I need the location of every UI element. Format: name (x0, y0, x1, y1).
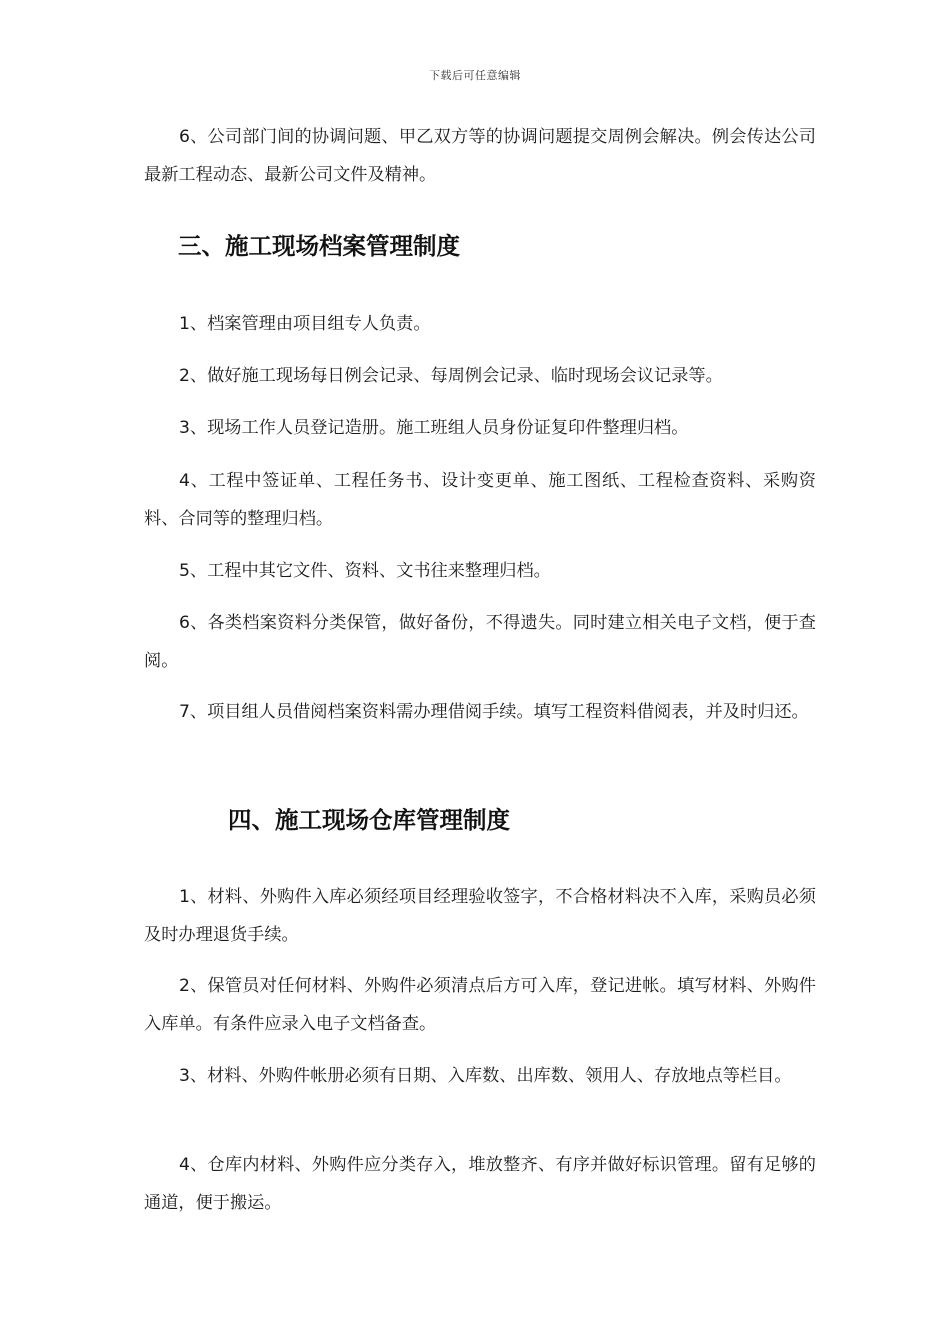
section4-heading: 四、施工现场仓库管理制度 (228, 806, 510, 834)
paragraph-section3-item3: 3、现场工作人员登记造册。施工班组人员身份证复印件整理归档。 (179, 418, 689, 438)
paragraph-section3-item5: 5、工程中其它文件、资料、文书往来整理归档。 (179, 561, 551, 581)
page-header: 下载后可任意编辑 (429, 69, 521, 82)
section3-heading: 三、施工现场档案管理制度 (178, 232, 460, 260)
paragraph-section3-item7: 7、项目组人员借阅档案资料需办理借阅手续。填写工程资料借阅表，并及时归还。 (179, 702, 809, 722)
paragraph-section4-item1: 1、材料、外购件入库必须经项目经理验收签字，不合格材料决不入库，采购员必须及时办理退货手续。 (144, 887, 816, 945)
paragraph-section3-item4: 4、工程中签证单、工程任务书、设计变更单、施工图纸、工程检查资料、采购资料、合同等的整理归档。 (144, 471, 816, 529)
paragraph-section4-item2: 2、保管员对任何材料、外购件必须清点后方可入库，登记进帐。填写材料、外购件入库单。有条件应录入电子文档备查。 (144, 976, 816, 1034)
paragraph-section4-item3: 3、材料、外购件帐册必须有日期、入库数、出库数、领用人、存放地点等栏目。 (179, 1066, 792, 1086)
paragraph-section3-item1: 1、档案管理由项目组专人负责。 (179, 314, 431, 334)
paragraph-section3-item6: 6、各类档案资料分类保管，做好备份，不得遗失。同时建立相关电子文档，便于查阅。 (144, 613, 816, 671)
paragraph-section3-item2: 2、做好施工现场每日例会记录、每周例会记录、临时现场会议记录等。 (179, 366, 723, 386)
paragraph-section2-item6: 6、公司部门间的协调问题、甲乙双方等的协调问题提交周例会解决。例会传达公司最新工程动态、最新公司文件及精神。 (144, 127, 816, 185)
paragraph-section4-item4: 4、仓库内材料、外购件应分类存入，堆放整齐、有序并做好标识管理。留有足够的通道，便于搬运。 (144, 1155, 816, 1213)
